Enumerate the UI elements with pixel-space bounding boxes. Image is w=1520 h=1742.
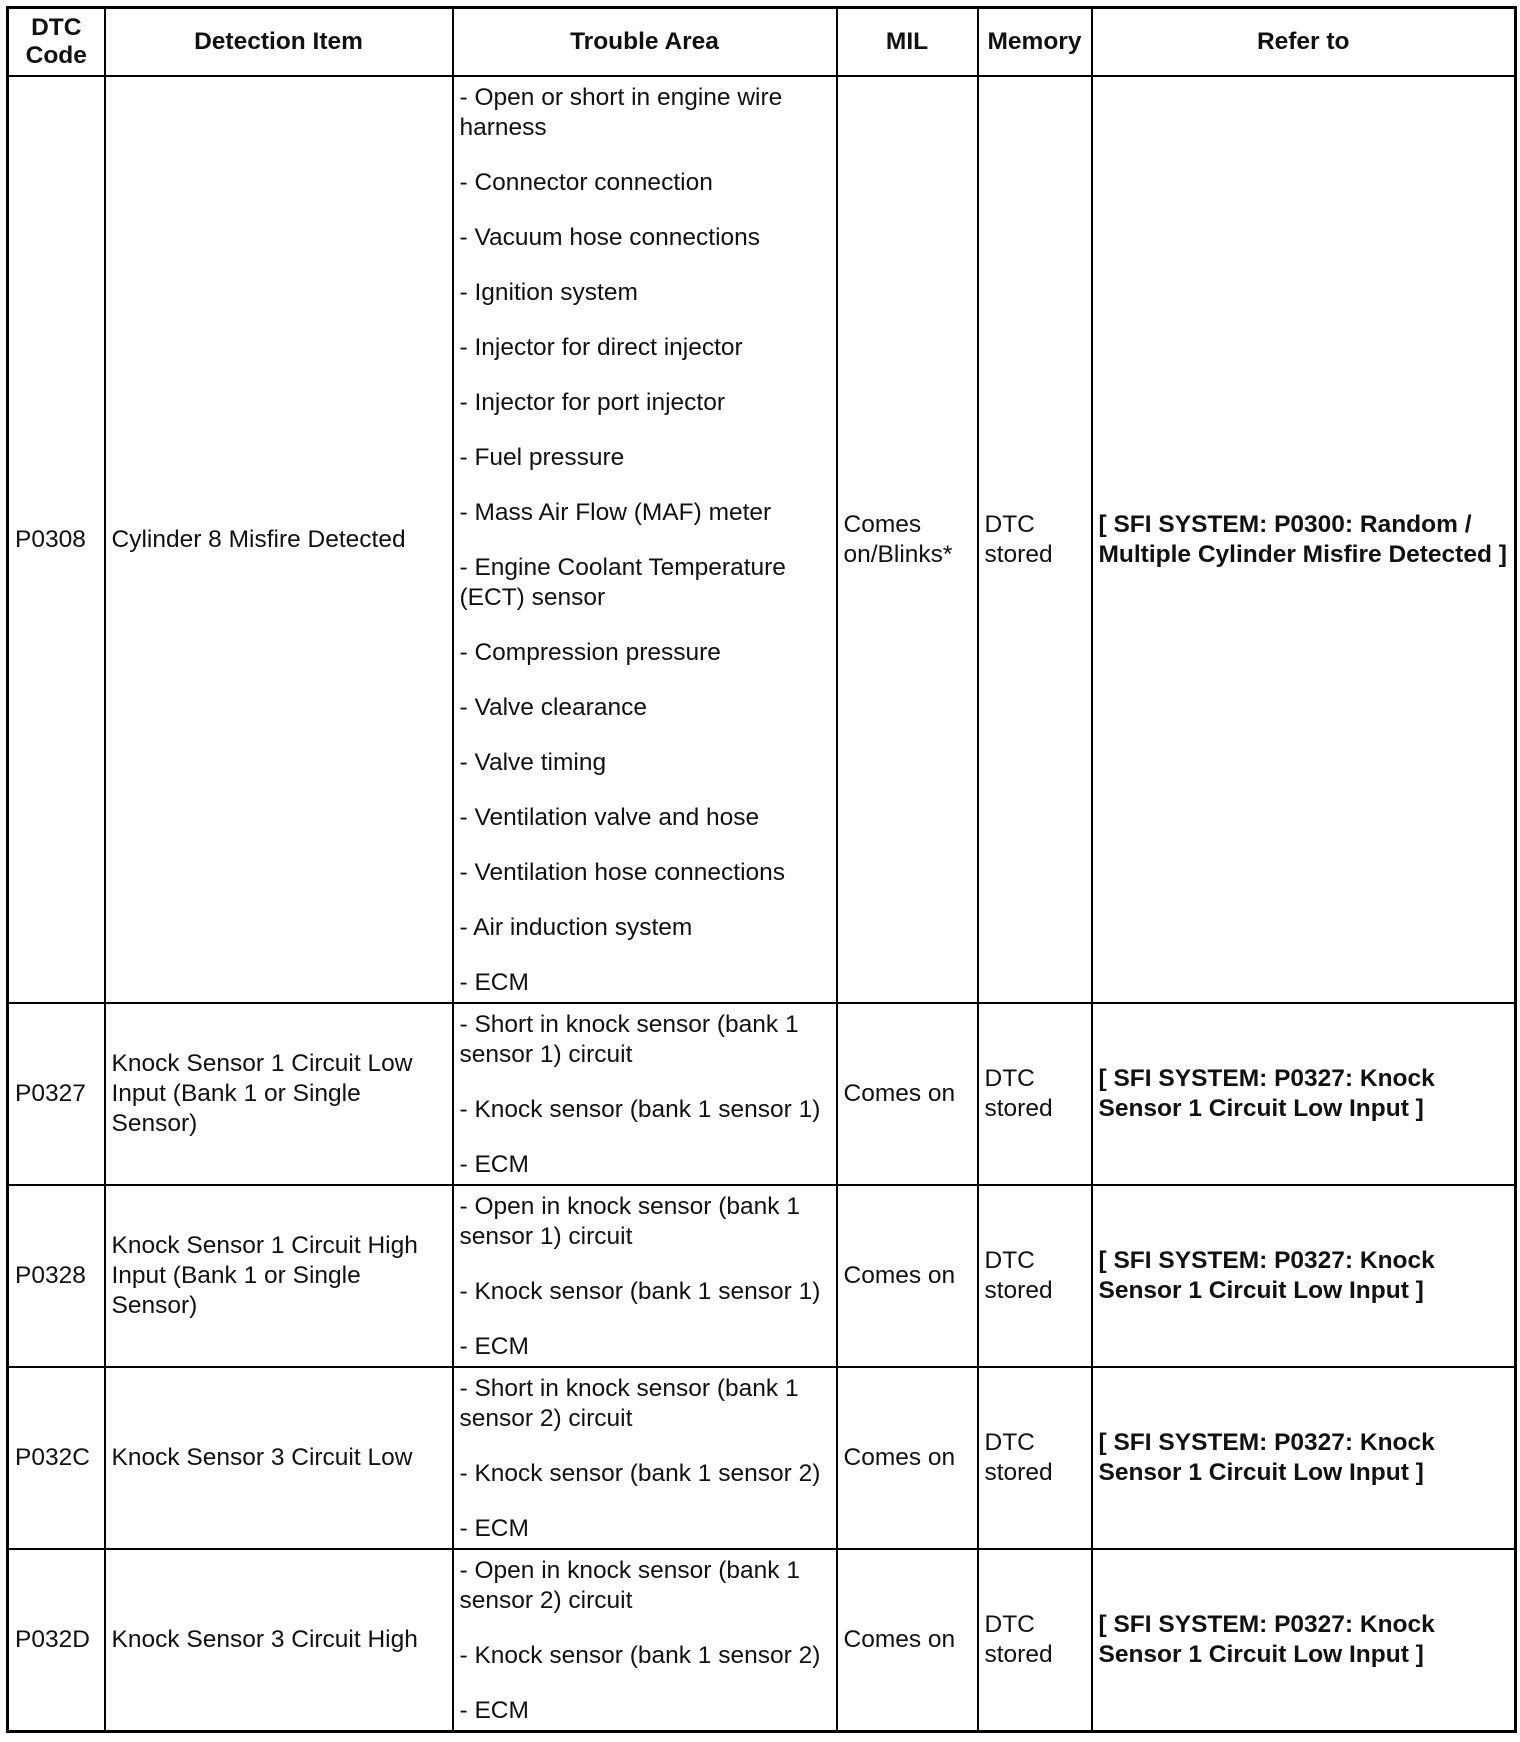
trouble-area-item: - Knock sensor (bank 1 sensor 2) [459, 1460, 821, 1487]
trouble-area-item: - Ventilation hose connections [459, 859, 786, 886]
trouble-area-item: - Open in knock sensor (bank 1 sensor 1) circuit [459, 1193, 800, 1250]
header-dtc-code: DTC Code [8, 8, 105, 77]
table-row [8, 1367, 1516, 1549]
trouble-area-item: - Air induction system [459, 914, 693, 941]
header-detection-item: Detection Item [105, 8, 453, 77]
trouble-area-item: - Open in knock sensor (bank 1 sensor 2) circuit [459, 1557, 800, 1614]
header-mil: MIL [837, 8, 978, 77]
table-body [8, 76, 1516, 1732]
trouble-area-item: - Engine Coolant Temperature (ECT) sensor [459, 554, 786, 611]
refer-to-cell: [ SFI SYSTEM: P0327: Knock Sensor 1 Circuit Low Input ] [1092, 1003, 1516, 1185]
memory-cell: DTC stored [978, 76, 1092, 1003]
trouble-area-cell [453, 1549, 837, 1732]
trouble-area-item: - Fuel pressure [459, 444, 625, 471]
memory-cell: DTC stored [978, 1367, 1092, 1549]
trouble-area-item: - Open or short in engine wire harness [459, 84, 783, 141]
memory-cell: DTC stored [978, 1549, 1092, 1732]
detection-item-cell: Knock Sensor 1 Circuit Low Input (Bank 1 or Single Sensor) [105, 1003, 453, 1185]
dtc-table [6, 6, 1517, 1733]
table-row [8, 1185, 1516, 1367]
memory-cell: DTC stored [978, 1185, 1092, 1367]
header-refer-to: Refer to [1092, 8, 1516, 77]
trouble-area-item: - Ventilation valve and hose [459, 804, 760, 831]
trouble-area-item: - Ignition system [459, 279, 638, 306]
mil-cell: Comes on [837, 1549, 978, 1732]
trouble-area-item: - Knock sensor (bank 1 sensor 2) [459, 1642, 821, 1669]
trouble-area-item: - Compression pressure [459, 639, 721, 666]
header-trouble-area: Trouble Area [453, 8, 837, 77]
trouble-area-item: - Short in knock sensor (bank 1 sensor 1) circuit [459, 1011, 799, 1068]
dtc-code-cell: P0327 [8, 1003, 105, 1185]
dtc-code-cell: P032C [8, 1367, 105, 1549]
dtc-code-cell: P032D [8, 1549, 105, 1732]
trouble-area-item: - Valve timing [459, 749, 607, 776]
trouble-area-cell [453, 1185, 837, 1367]
trouble-area-item: - ECM [459, 1333, 529, 1360]
table-row [8, 76, 1516, 1003]
trouble-area-item: - Injector for port injector [459, 389, 726, 416]
table-row [8, 1003, 1516, 1185]
mil-cell: Comes on/Blinks* [837, 76, 978, 1003]
dtc-code-cell: P0308 [8, 76, 105, 1003]
trouble-area-item: - Vacuum hose connections [459, 224, 761, 251]
trouble-area-cell [453, 76, 837, 1003]
trouble-area-item: - Valve clearance [459, 694, 647, 721]
dtc-code-cell: P0328 [8, 1185, 105, 1367]
trouble-area-item: - Knock sensor (bank 1 sensor 1) [459, 1096, 821, 1123]
trouble-area-cell [453, 1003, 837, 1185]
refer-to-cell: [ SFI SYSTEM: P0327: Knock Sensor 1 Circuit Low Input ] [1092, 1185, 1516, 1367]
refer-to-cell: [ SFI SYSTEM: P0327: Knock Sensor 1 Circuit Low Input ] [1092, 1549, 1516, 1732]
trouble-area-item: - Mass Air Flow (MAF) meter [459, 499, 772, 526]
trouble-area-item: - Connector connection [459, 169, 713, 196]
mil-cell: Comes on [837, 1367, 978, 1549]
trouble-area-item: - Knock sensor (bank 1 sensor 1) [459, 1278, 821, 1305]
mil-cell: Comes on [837, 1003, 978, 1185]
trouble-area-item: - ECM [459, 1697, 529, 1724]
detection-item-cell: Knock Sensor 3 Circuit Low [105, 1367, 453, 1549]
refer-to-cell: [ SFI SYSTEM: P0327: Knock Sensor 1 Circuit Low Input ] [1092, 1367, 1516, 1549]
memory-cell: DTC stored [978, 1003, 1092, 1185]
table-row [8, 1549, 1516, 1732]
trouble-area-item: - ECM [459, 1151, 529, 1178]
header-memory: Memory [978, 8, 1092, 77]
trouble-area-item: - Injector for direct injector [459, 334, 743, 361]
detection-item-cell: Knock Sensor 3 Circuit High [105, 1549, 453, 1732]
detection-item-cell: Cylinder 8 Misfire Detected [105, 76, 453, 1003]
trouble-area-item: - ECM [459, 1515, 529, 1542]
refer-to-cell: [ SFI SYSTEM: P0300: Random / Multiple Cylinder Misfire Detected ] [1092, 76, 1516, 1003]
trouble-area-cell [453, 1367, 837, 1549]
detection-item-cell: Knock Sensor 1 Circuit High Input (Bank 1 or Single Sensor) [105, 1185, 453, 1367]
header-row [8, 8, 1516, 77]
trouble-area-item: - Short in knock sensor (bank 1 sensor 2) circuit [459, 1375, 799, 1432]
mil-cell: Comes on [837, 1185, 978, 1367]
trouble-area-item: - ECM [459, 969, 529, 996]
